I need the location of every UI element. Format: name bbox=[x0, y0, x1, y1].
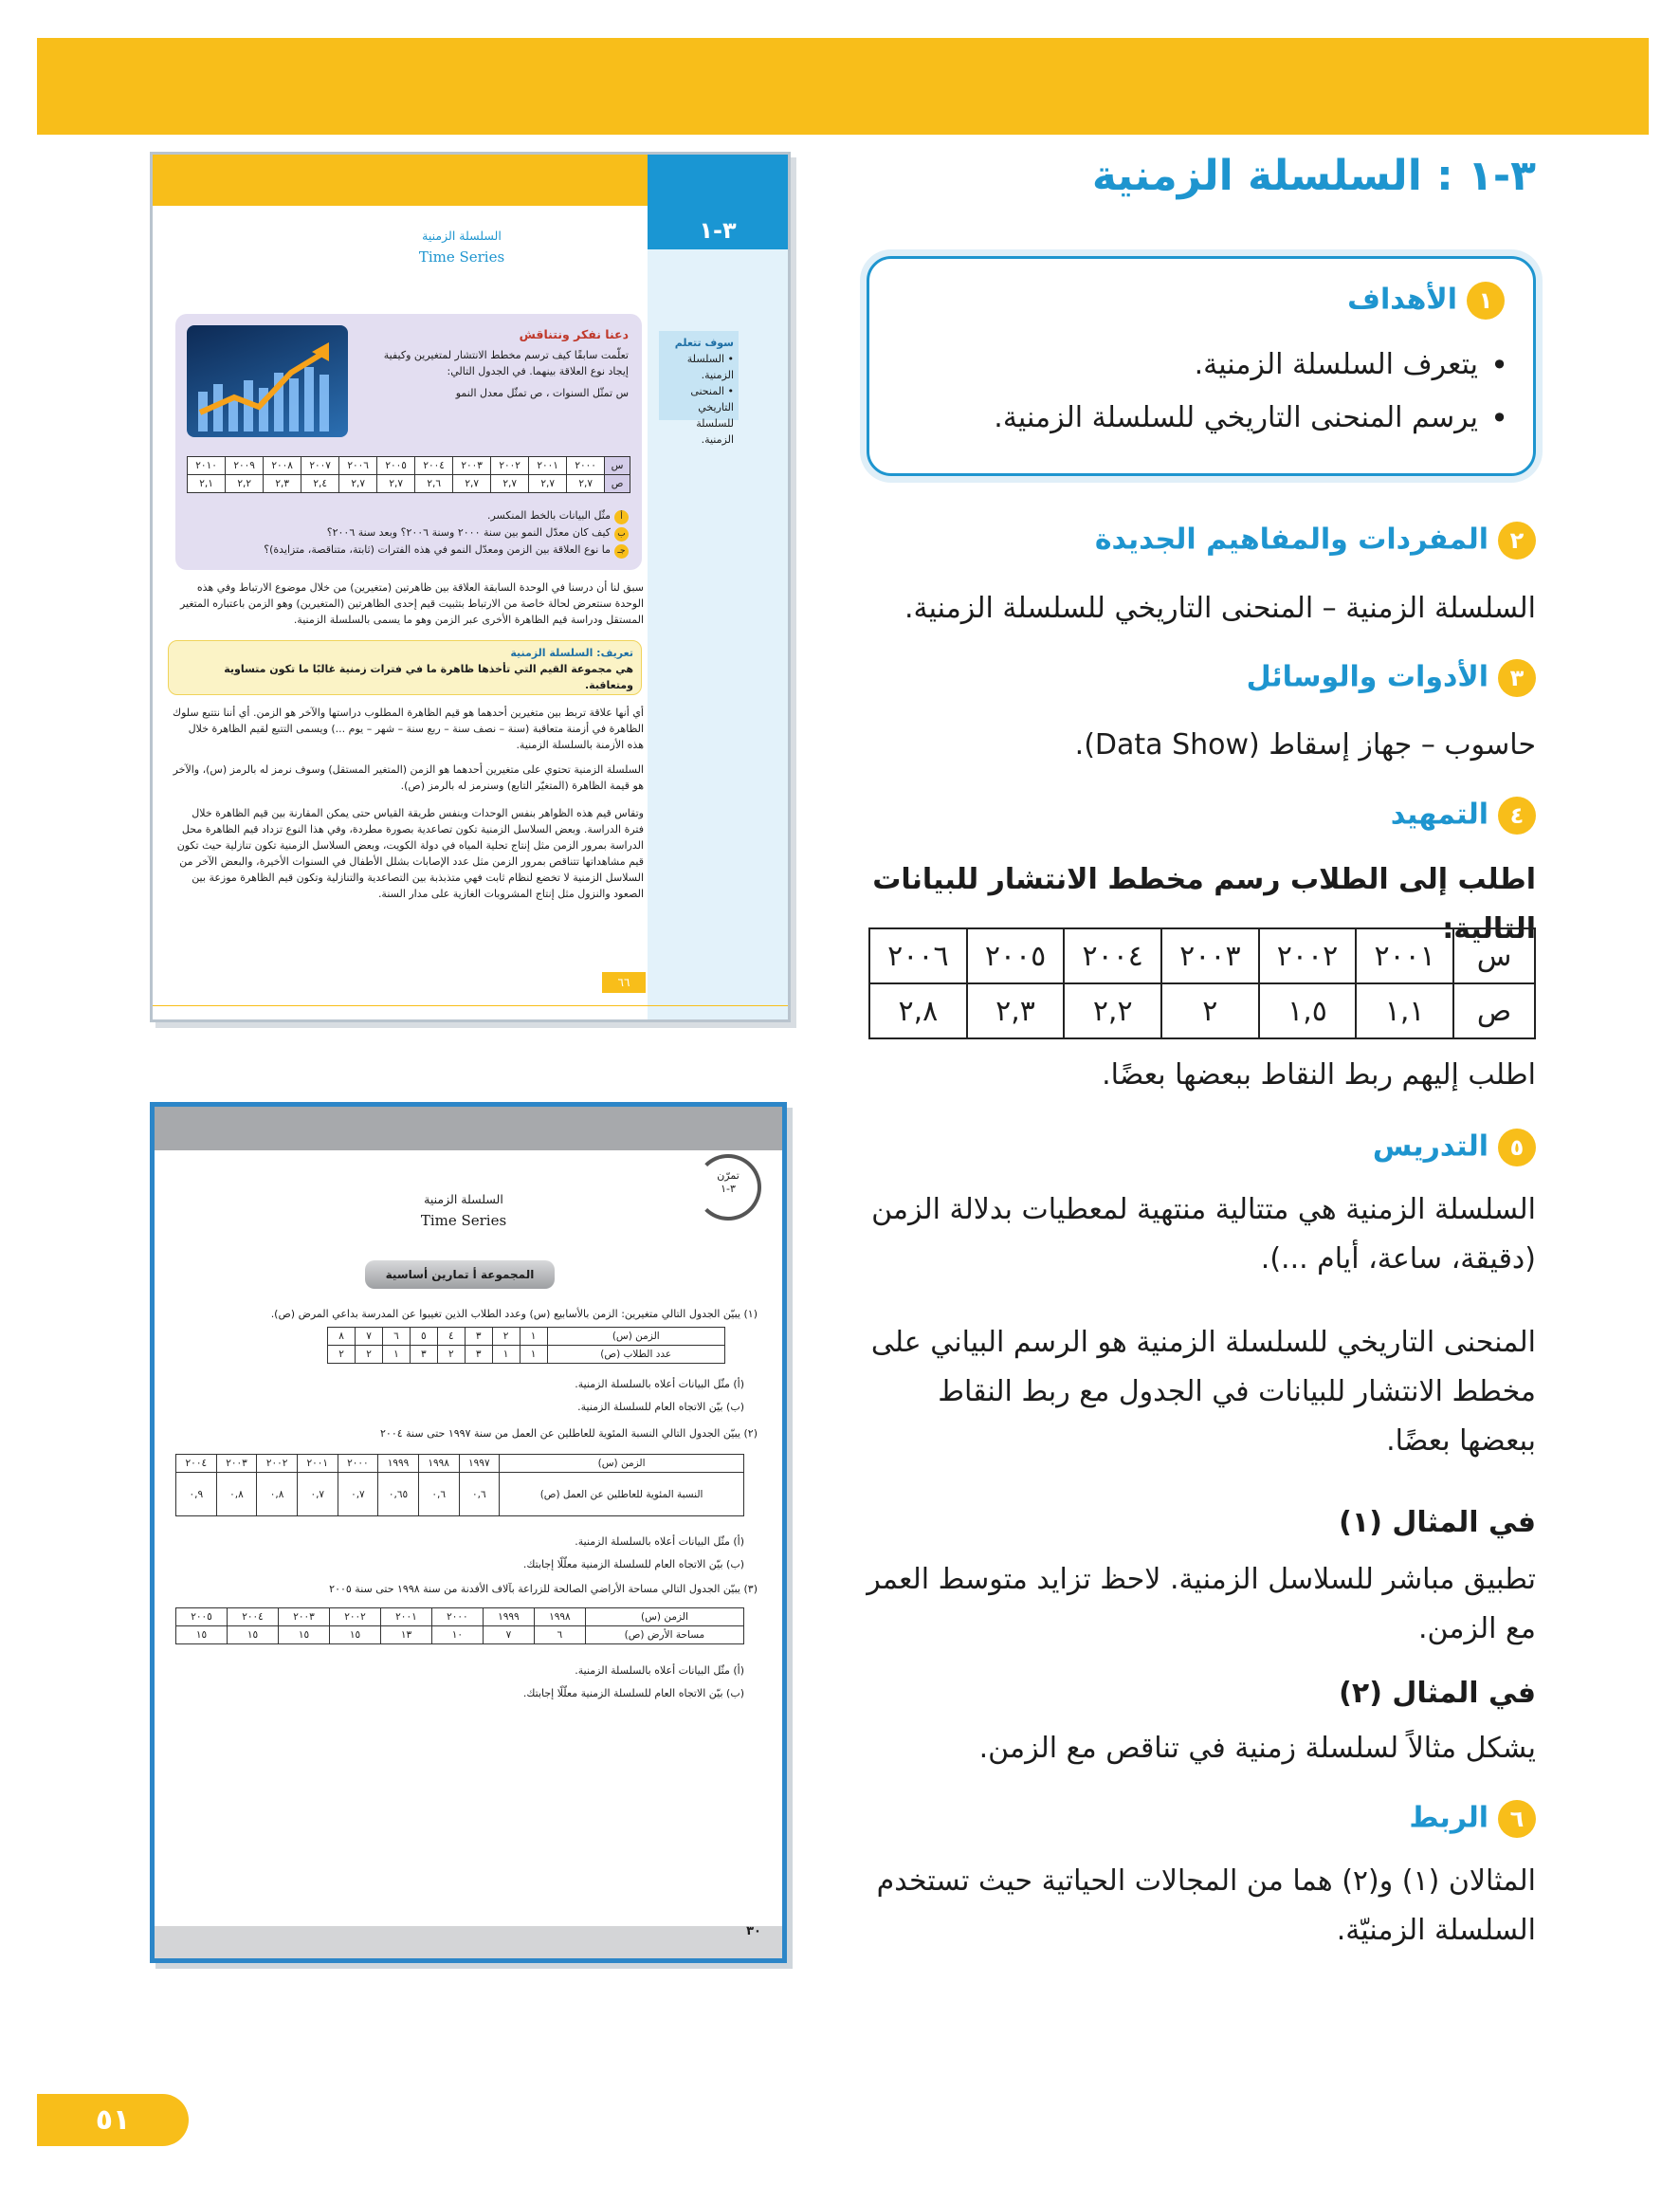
table-cell: ١,١ bbox=[1356, 983, 1453, 1038]
definition-text: هي مجموعة القيم التي تأخذها ظاهرة ما في فترات زمنية غالبًا ما تكون متساوية ومتعاقبة. bbox=[224, 663, 633, 691]
table-cell: ٧ bbox=[356, 1328, 383, 1346]
link-number-badge: ٦ bbox=[1498, 1800, 1536, 1838]
table-cell: ٢,٣ bbox=[967, 983, 1065, 1038]
table-cell: ٢,٣ bbox=[264, 475, 301, 493]
table-cell: ٢٠٠٤ bbox=[176, 1455, 217, 1473]
table-cell: ٢ bbox=[492, 1328, 520, 1346]
discussion-text bbox=[361, 325, 629, 401]
table-cell: ٢٠٠٠ bbox=[567, 457, 605, 475]
table-cell: ٢,١ bbox=[188, 475, 226, 493]
intro-data-table bbox=[868, 927, 1536, 1039]
table-cell: ١٥ bbox=[279, 1626, 330, 1644]
table-row bbox=[176, 1473, 744, 1516]
table-cell: ٢,٧ bbox=[529, 475, 567, 493]
table-cell: ٠,٦ bbox=[459, 1473, 500, 1516]
tools-heading bbox=[1247, 659, 1536, 697]
table-cell: ٥ bbox=[410, 1328, 437, 1346]
table-cell: ٢٠٠٦ bbox=[869, 928, 967, 983]
tools-text: حاسوب – جهاز إسقاط (Data Show). bbox=[1074, 728, 1536, 762]
table-cell: ٢,٧ bbox=[377, 475, 415, 493]
table-cell: ٢٠٠٢ bbox=[257, 1455, 298, 1473]
example-2-heading: في المثال (٢) bbox=[1339, 1677, 1536, 1710]
learn-box bbox=[659, 331, 739, 446]
table-cell: ٢٠٠٣ bbox=[453, 457, 491, 475]
practice-badge-number: ٣-١ bbox=[721, 1183, 736, 1195]
question-text: مثّل البيانات بالخط المنكسر. bbox=[486, 509, 611, 522]
table-cell: ١ bbox=[520, 1346, 547, 1364]
table-cell: ٢ bbox=[437, 1346, 465, 1364]
vocab-heading bbox=[1095, 522, 1536, 560]
exercise-title-ar: السلسلة الزمنية bbox=[424, 1192, 503, 1206]
table-cell: ٦ bbox=[534, 1626, 585, 1644]
table-cell: س bbox=[605, 457, 630, 475]
discussion-paragraph: س تمثّل السنوات ، ص تمثّل معدل النمو bbox=[455, 387, 629, 399]
table-cell: ٢٠٠٢ bbox=[330, 1608, 381, 1626]
body-paragraph: وتقاس قيم هذه الظواهر بنفس الوحدات وبنفس طريقة القياس حتى يمكن المقارنة بين قيم الظاهرة خلال فترة الدراسة. وبعض السلاسل الزمنية تكون تصاعدية بصورة مطردة، وفي هذا النوع تزداد قيم الظاهرة محل الدراسة بمرور الزمن مثل إنتاج تحلية المياه في دولة الكويت، وبعض السلاسل الزمنية تكون تنازلية حيث تكون قيم مشاهداتها تتناقص بمرور الزمن مثل عدد الإصابات بشلل الأطفال في السنوات الأخيرة، والبعض الآخر من السلاسل الزمنية لا تخضع لنظام ثابت فهي متذبذبة بين التصاعدية والتنازلية وتكون قيم الظاهرة موزعة بين الصعود والنزول مثل إنتاج المشروبات الغازية على مدار السنة. bbox=[176, 807, 644, 900]
table-cell: ٣ bbox=[465, 1346, 492, 1364]
learn-item-text: المنحنى التاريخي للسلسلة الزمنية. bbox=[690, 385, 734, 446]
thumb-page-number: ٦٦ bbox=[602, 972, 646, 993]
exercise-page-number: ٣٠ bbox=[746, 1924, 761, 1938]
table-cell: ٢ bbox=[328, 1346, 356, 1364]
table-cell: ٢٠٠٨ bbox=[264, 457, 301, 475]
definition-box bbox=[168, 640, 642, 695]
table-cell: ٢,٤ bbox=[301, 475, 339, 493]
table-cell: الزمن (س) bbox=[585, 1608, 743, 1626]
practice-badge-label: تمرّن bbox=[717, 1169, 740, 1182]
intro-after-text: اطلب إليهم ربط النقاط ببعضها بعضًا. bbox=[1102, 1058, 1536, 1092]
table-cell: ٢٠٠٦ bbox=[339, 457, 377, 475]
body-paragraph: السلسلة الزمنية تحتوي على متغيرين أحدهما هو الزمن (المتغير المستقل) وسوف نرمز له بالرمز (س)، والآخر هو قيمة الظاهرة (المتغيّر التابع) وسنرمز له بالرمز (ص). bbox=[173, 763, 644, 792]
table-cell: ٢٠٠١ bbox=[380, 1608, 431, 1626]
table-cell: ١ bbox=[492, 1346, 520, 1364]
table-cell: ٢ bbox=[1161, 983, 1259, 1038]
table-row bbox=[328, 1346, 725, 1364]
table-cell: ١٩٩٧ bbox=[459, 1455, 500, 1473]
question-item bbox=[187, 507, 629, 524]
table-row bbox=[188, 475, 630, 493]
table-cell: ٢,٢ bbox=[1064, 983, 1161, 1038]
question-item bbox=[187, 524, 629, 542]
table-cell: الزمن (س) bbox=[500, 1455, 744, 1473]
table-cell: ٢٠٠٣ bbox=[216, 1455, 257, 1473]
discussion-questions bbox=[187, 507, 629, 559]
exercise-3-text: (٣) يبيّن الجدول التالي مساحة الأراضي الصالحة للزراعة بآلاف الأفدنة من سنة ١٩٩٨ حتى سنة ٢٠٠٥ bbox=[329, 1583, 758, 1595]
learn-item: • السلسلة الزمنية. bbox=[686, 353, 734, 381]
table-cell: ٢٠٠٩ bbox=[226, 457, 264, 475]
exercise-title bbox=[321, 1190, 606, 1233]
exercise-footer-band bbox=[155, 1926, 782, 1960]
teaching-paragraph-2: المنحنى التاريخي للسلسلة الزمنية هو الرسم البياني على مخطط الانتشار للبيانات في الجدول مع ربط النقاط ببعضها بعضًا. bbox=[870, 1326, 1536, 1458]
table-cell: ١٩٩٩ bbox=[483, 1608, 534, 1626]
growth-data-table bbox=[187, 456, 630, 493]
exercise-page-thumbnail bbox=[150, 1102, 787, 1963]
table-cell: ١٥ bbox=[330, 1626, 381, 1644]
goals-list bbox=[994, 339, 1512, 445]
table-cell: ص bbox=[1453, 983, 1535, 1038]
table-cell: مساحة الأرض (ص) bbox=[585, 1626, 743, 1644]
question-marker: ب bbox=[614, 527, 629, 542]
example-2-text: يشكل مثالاً لسلسلة زمنية في تناقص مع الزمن. bbox=[978, 1732, 1536, 1765]
table-row bbox=[176, 1455, 744, 1473]
goals-box bbox=[867, 256, 1536, 476]
exercise-2-text: (٢) يبيّن الجدول التالي النسبة المئوية للعاطلين عن العمل من سنة ١٩٩٧ حتى سنة ٢٠٠٤ bbox=[380, 1427, 758, 1440]
goals-number-badge: ١ bbox=[1467, 282, 1505, 320]
intro-heading-text: التمهيد bbox=[1390, 798, 1488, 832]
vocab-heading-text: المفردات والمفاهيم الجديدة bbox=[1094, 523, 1488, 557]
vocab-number-badge: ٢ bbox=[1498, 522, 1536, 560]
table-row bbox=[869, 928, 1535, 983]
table-cell: ٠,٧ bbox=[338, 1473, 378, 1516]
table-cell: ١٣ bbox=[380, 1626, 431, 1644]
table-cell: ٢٠٠٣ bbox=[279, 1608, 330, 1626]
example-1-heading: في المثال (١) bbox=[1339, 1506, 1536, 1539]
exercise-3-table bbox=[175, 1607, 744, 1644]
exercise-2-table bbox=[175, 1454, 744, 1516]
exercise-2-part-a: (أ) مثّل البيانات أعلاه بالسلسلة الزمنية. bbox=[575, 1535, 744, 1548]
table-cell: ٢,٧ bbox=[453, 475, 491, 493]
group-a-label: المجموعة أ تمارين أساسية bbox=[365, 1260, 555, 1289]
teaching-heading-text: التدريس bbox=[1372, 1129, 1488, 1164]
header-band bbox=[37, 38, 1649, 135]
table-cell: ١ bbox=[382, 1346, 410, 1364]
table-cell: ١٩٩٩ bbox=[378, 1455, 419, 1473]
lesson-title: ٣-١ : السلسلة الزمنية bbox=[1091, 152, 1536, 200]
table-cell: ٢٠٠٥ bbox=[176, 1608, 228, 1626]
table-row bbox=[869, 983, 1535, 1038]
body-paragraph: أي أنها علاقة تربط بين متغيرين أحدهما هو قيم الظاهرة المطلوب دراستها والآخر هو الزمن. أي أننا نتتبع سلوك الظاهرة في أزمنة متعاقبة (سنة – نصف سنة – ربع سنة – شهر – يوم ...) ويسمى التتبع لقيم الظاهرة خلال هذه الأزمنة بالسلسلة الزمنية. bbox=[173, 707, 644, 751]
table-cell: ١ bbox=[520, 1328, 547, 1346]
table-cell: ٠,٨ bbox=[216, 1473, 257, 1516]
table-cell: س bbox=[1453, 928, 1535, 983]
teaching-paragraph-1: السلسلة الزمنية هي متتالية منتهية لمعطيات بدلالة الزمن (دقيقة، ساعة، أيام ...). bbox=[871, 1193, 1536, 1276]
exercise-3-part-a: (أ) مثّل البيانات أعلاه بالسلسلة الزمنية. bbox=[575, 1664, 744, 1677]
learn-box-title: سوف تتعلم bbox=[674, 337, 734, 349]
table-cell: ١٥ bbox=[176, 1626, 228, 1644]
learn-item: • المنحنى التاريخي للسلسلة الزمنية. bbox=[690, 385, 734, 446]
discussion-paragraph: تعلّمت سابقًا كيف ترسم مخطط الانتشار لمتغيرين وكيفية إيجاد نوع العلاقة بينهما. في الجدول التالي: bbox=[383, 349, 629, 377]
table-cell: النسبة المئوية للعاطلين عن العمل (ص) bbox=[500, 1473, 744, 1516]
goal-item: • يتعرف السلسلة الزمنية. bbox=[994, 339, 1512, 392]
exercise-3-part-b: (ب) بيّن الاتجاه العام للسلسلة الزمنية معلّلًا إجابتك. bbox=[522, 1687, 744, 1699]
table-cell: ١٩٩٨ bbox=[418, 1455, 459, 1473]
table-cell: ١,٥ bbox=[1259, 983, 1357, 1038]
thumb-title-ar: السلسلة الزمنية bbox=[422, 229, 502, 243]
table-cell: ٢,٧ bbox=[491, 475, 529, 493]
question-text: كيف كان معدّل النمو بين سنة ٢٠٠٠ وسنة ٢٠٠٦؟ وبعد سنة ٢٠٠٦؟ bbox=[326, 526, 611, 539]
table-cell: ٨ bbox=[328, 1328, 356, 1346]
discussion-box bbox=[175, 314, 642, 570]
table-cell: ٢٠١٠ bbox=[188, 457, 226, 475]
table-cell: ١٠ bbox=[431, 1626, 483, 1644]
thumb-title-en: Time Series bbox=[418, 248, 505, 266]
question-marker: جـ bbox=[614, 544, 629, 559]
learn-item-text: السلسلة الزمنية. bbox=[686, 353, 734, 381]
table-cell: ٤ bbox=[437, 1328, 465, 1346]
table-cell: ٦ bbox=[382, 1328, 410, 1346]
table-cell: ٧ bbox=[483, 1626, 534, 1644]
intro-paragraph: سبق لنا أن درسنا في الوحدة السابقة العلاقة بين ظاهرتين (متغيرين) من خلال موضوع الارتباط وفي هذه الوحدة سنتعرض لحالة خاصة من الارتباط بتثبيت قيم إحدى الظاهرتين (المتغيرين) وهو الزمن باعتباره المتغير المستقل ودراسة قيم الظاهرة الأخرى عبر الزمن وهو ما يسمى بالسلسلة الزمنية. bbox=[179, 581, 644, 626]
table-cell: ٢٠٠٧ bbox=[301, 457, 339, 475]
exercise-1-part-a: (أ) مثّل البيانات أعلاه بالسلسلة الزمنية. bbox=[575, 1378, 744, 1390]
table-cell: ٢٠٠٥ bbox=[377, 457, 415, 475]
table-row bbox=[176, 1608, 744, 1626]
table-cell: ٢٠٠٤ bbox=[1064, 928, 1161, 983]
thumb-footer-rule bbox=[153, 1005, 788, 1006]
table-cell: ١٥ bbox=[228, 1626, 279, 1644]
exercise-header-band bbox=[155, 1107, 782, 1150]
page-number: ٥١ bbox=[37, 2094, 189, 2146]
table-cell: ٢,٢ bbox=[226, 475, 264, 493]
table-cell: ٢,٧ bbox=[567, 475, 605, 493]
question-marker: أ bbox=[614, 510, 629, 524]
table-row bbox=[328, 1328, 725, 1346]
exercise-1-part-b: (ب) بيّن الاتجاه العام للسلسلة الزمنية. bbox=[577, 1401, 744, 1413]
discussion-title: دعنا نفكر ونتناقش bbox=[519, 327, 629, 341]
table-cell: ٢٠٠٢ bbox=[1259, 928, 1357, 983]
table-cell: الزمن (س) bbox=[547, 1328, 725, 1346]
table-cell: ٢٠٠١ bbox=[297, 1455, 338, 1473]
table-cell: ٠,٦ bbox=[418, 1473, 459, 1516]
table-cell: ٢,٦ bbox=[415, 475, 453, 493]
link-heading-text: الربط bbox=[1409, 1801, 1488, 1835]
student-book-page-thumbnail bbox=[150, 152, 791, 1022]
table-cell: ٢ bbox=[356, 1346, 383, 1364]
teaching-number-badge: ٥ bbox=[1498, 1129, 1536, 1166]
table-cell: ٢٠٠١ bbox=[1356, 928, 1453, 983]
exercise-title-en: Time Series bbox=[420, 1212, 507, 1229]
tools-heading-text: الأدوات والوسائل bbox=[1246, 660, 1488, 694]
table-cell: ٢,٨ bbox=[869, 983, 967, 1038]
table-cell: ٢٠٠٤ bbox=[415, 457, 453, 475]
table-row bbox=[176, 1626, 744, 1644]
exercise-1-text: (١) يبيّن الجدول التالي متغيرين: الزمن بالأسابيع (س) وعدد الطلاب الذين تغيبوا عن المدرسة بداعي المرض (ص). bbox=[270, 1308, 758, 1320]
table-cell: ٣ bbox=[465, 1328, 492, 1346]
tools-number-badge: ٣ bbox=[1498, 659, 1536, 697]
teaching-heading bbox=[1373, 1129, 1536, 1166]
table-cell: ١٩٩٨ bbox=[534, 1608, 585, 1626]
table-cell: ٠,٩ bbox=[176, 1473, 217, 1516]
goals-heading-text: الأهداف bbox=[1347, 283, 1457, 317]
link-text: المثالان (١) و(٢) هما من المجالات الحياتية حيث تستخدم السلسلة الزمنيّة. bbox=[876, 1864, 1536, 1947]
exercise-1-table bbox=[327, 1327, 725, 1364]
table-row bbox=[188, 457, 630, 475]
table-cell: ٢٠٠٤ bbox=[228, 1608, 279, 1626]
intro-heading bbox=[1391, 797, 1536, 835]
growth-arrow-icon bbox=[187, 325, 348, 437]
growth-chart-image bbox=[187, 325, 348, 437]
thumb-side-column bbox=[648, 155, 788, 1019]
goals-heading bbox=[1347, 282, 1505, 320]
section-number-tab: ٣-١ bbox=[648, 155, 788, 249]
vocab-text: السلسلة الزمنية – المنحنى التاريخي للسلسلة الزمنية. bbox=[904, 592, 1536, 625]
intro-number-badge: ٤ bbox=[1498, 797, 1536, 835]
practice-badge bbox=[695, 1154, 761, 1221]
table-cell: ٠,٧ bbox=[297, 1473, 338, 1516]
table-cell: ٢,٧ bbox=[339, 475, 377, 493]
table-cell: ص bbox=[605, 475, 630, 493]
table-cell: ٢٠٠٥ bbox=[967, 928, 1065, 983]
table-cell: ٢٠٠٢ bbox=[491, 457, 529, 475]
table-cell: ٣ bbox=[410, 1346, 437, 1364]
definition-title: تعريف: السلسلة الزمنية bbox=[510, 647, 633, 659]
table-cell: ٠,٦٥ bbox=[378, 1473, 419, 1516]
goal-item: • يرسم المنحنى التاريخي للسلسلة الزمنية. bbox=[994, 392, 1512, 445]
question-text: ما نوع العلاقة بين الزمن ومعدّل النمو في هذه الفترات (ثابتة، متناقصة، متزايدة)؟ bbox=[264, 543, 611, 556]
table-cell: ٢٠٠٣ bbox=[1161, 928, 1259, 983]
table-cell: عدد الطلاب (ص) bbox=[547, 1346, 725, 1364]
intro-instruction: اطلب إلى الطلاب رسم مخطط الانتشار للبيانات التالية: bbox=[872, 863, 1536, 945]
example-1-text: تطبيق مباشر للسلاسل الزمنية. لاحظ تزايد متوسط العمر مع الزمن. bbox=[867, 1563, 1536, 1645]
question-item bbox=[187, 542, 629, 559]
table-cell: ٢٠٠١ bbox=[529, 457, 567, 475]
table-cell: ٢٠٠٠ bbox=[431, 1608, 483, 1626]
table-cell: ٢٠٠٠ bbox=[338, 1455, 378, 1473]
table-cell: ٠,٨ bbox=[257, 1473, 298, 1516]
thumb-title bbox=[320, 227, 604, 269]
link-heading bbox=[1409, 1800, 1536, 1838]
exercise-2-part-b: (ب) بيّن الاتجاه العام للسلسلة الزمنية معلّلًا إجابتك. bbox=[522, 1558, 744, 1570]
